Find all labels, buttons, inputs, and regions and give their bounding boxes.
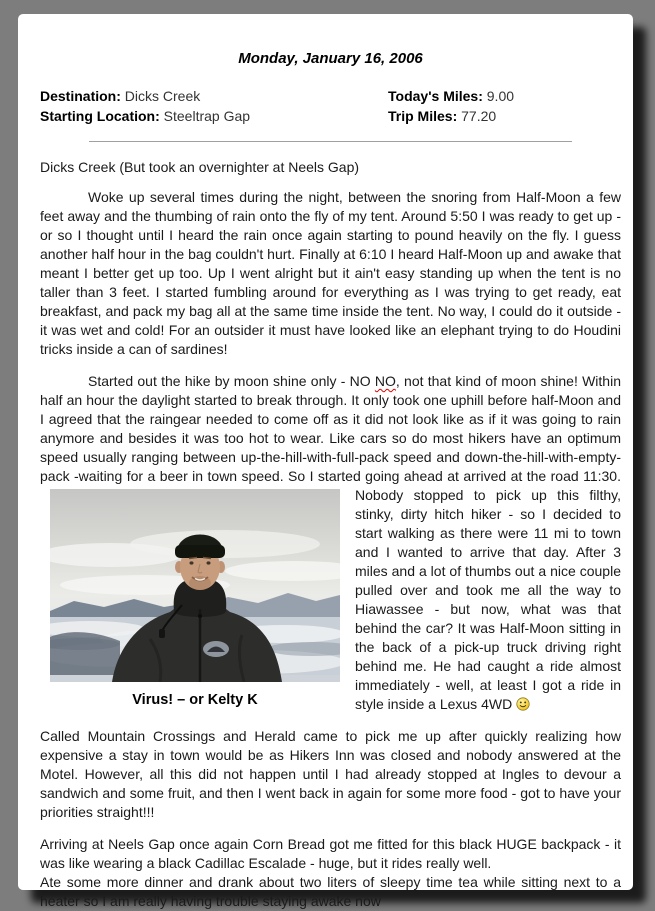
paragraph-2-text-a: Started out the hike by moon shine only - NO xyxy=(88,373,375,389)
destination-row xyxy=(40,86,621,106)
destination-value: Dicks Creek xyxy=(124,88,201,104)
todays-miles-row xyxy=(388,86,514,106)
todays-miles-value: 9.00 xyxy=(486,88,515,104)
todays-miles-label: Today's Miles: xyxy=(388,88,483,104)
paragraph-2 xyxy=(40,372,621,714)
starting-location-value: Steeltrap Gap xyxy=(163,108,251,124)
hiker-photo xyxy=(50,489,340,682)
entry-subtitle: Dicks Creek (But took an overnighter at Neels Gap) xyxy=(40,159,360,175)
paragraph-2-text-b: , not that kind of moon shine! Within half an hour the daylight started to break through. It only took one uphill before half-Moon and I agreed that the raingear needed to come off as it did not look like as if it was going to rain anymore and besides it was too hot to wear. Like cars so do most hikers have an optimum speed usually ranging between up-the-hill-with-full-pack speed and down-the-hill-with-empty-pack -waiting for a beer in town speed. So I started going ahead at arrived xyxy=(40,373,621,484)
paragraph-4 xyxy=(40,835,621,911)
paragraph-4-line-1: Arriving at Neels Gap once again Corn Bread got me fitted for this black HUGE backpack - it was like wearing a black Cadillac Escalade - huge, but it rides really well. xyxy=(40,836,621,871)
paragraph-4-line-2: Ate some more dinner and drank about two liters of sleepy time tea while sitting next to a heater so I am really having trouble staying awake now xyxy=(40,874,621,909)
header-divider xyxy=(89,141,571,142)
entry-meta xyxy=(40,86,621,126)
trip-miles-row xyxy=(388,106,514,126)
starting-location-label: Starting Location: xyxy=(40,108,160,124)
paragraph-3: Called Mountain Crossings and Herald came to pick me up after quickly realizing how expensive a stay in town would be as Hikers Inn was closed and nobody answered at the Motel. However, all this did not happen until I had already stopped at Ingles to devour a sandwich and some fruit, and then I went back in again for some more food - got to have your priorities straight!!! xyxy=(40,728,621,820)
entry-date-title: Monday, January 16, 2006 xyxy=(238,50,423,67)
trip-miles-value: 77.20 xyxy=(461,108,497,124)
starting-location-row xyxy=(40,106,621,126)
destination-label: Destination: xyxy=(40,88,121,104)
paragraph-1: Woke up several times during the night, between the snoring from Half-Moon a few feet away and the thumbing of rain onto the fly of my tent. Around 5:50 I was ready to get up - or so I thought until I heard the rain once again starting to pound heavily on the fly. I guess another half hour in the bag couldn't hurt. Finally at 6:10 I heard Half-Moon up and awake that meant I better get up too. Up I went alright but it ain't easy standing up when the tent is no taller than 3 feet. I started fumbling around for everything as I was trying to get ready, eat breakfast, and pack my bag all at the same time inside the tent. No way, I could do it outside - it was wet and cold! For an outsider it must have looked like an elephant trying to do Houdini tricks inside a can of sardines! xyxy=(40,189,621,357)
journal-page xyxy=(18,14,633,909)
smiley-icon xyxy=(516,697,530,711)
paragraph-2-text-c: at the road 11:30. Nobody stopped to pick up this filthy, stinky, dirty hitch hiker - so I decided to start walking as there were 11 mi to town and I wanted to arrive that day. After 3 miles and a lot of thumbs out a nice couple pulled over and took me all the way to Hiawassee - but now, what was that behind the car? It was Half-Moon sitting in the back of a pick-up truck driving right behind me. He had caught a ride almost immediately - well, at least I got a ride in style inside a Lexus 4WD xyxy=(355,468,621,712)
misspelled-word: NO xyxy=(374,373,396,389)
photo-figure xyxy=(50,489,340,710)
trip-miles-label: Trip Miles: xyxy=(388,108,458,124)
meta-left-column xyxy=(40,86,621,126)
photo-caption: Virus! – or Kelty K xyxy=(132,692,258,708)
meta-right-column xyxy=(388,86,514,126)
